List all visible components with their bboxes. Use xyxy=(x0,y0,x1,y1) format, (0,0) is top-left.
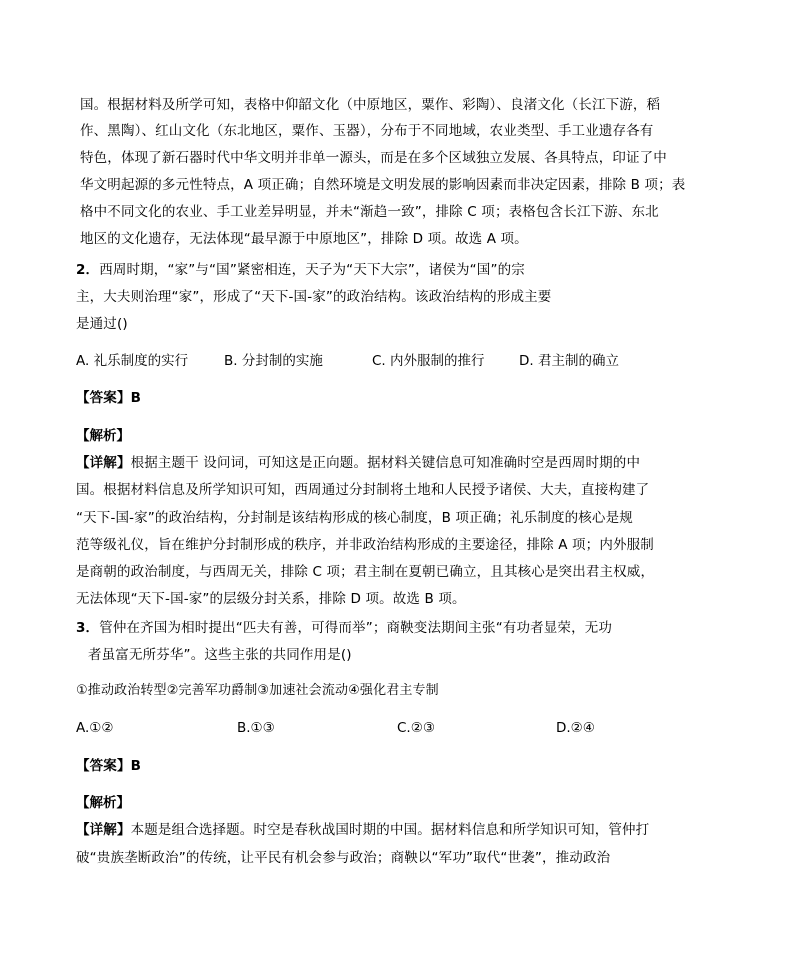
question-2-detail-line-3: “天下-国-家”的政治结构，分封制是该结构形成的核心制度，B 项正确；礼乐制度的核心是规 xyxy=(76,510,633,526)
question-3-option-d: D.②④ xyxy=(556,720,595,736)
para1-line-3: 特色，体现了新石器时代中华文明并非单一源头，而是在多个区域独立发展、各具特点，印证了中 xyxy=(80,150,667,166)
para1-line-6: 地区的文化遗存，无法体现“最早源于中原地区”，排除 D 项。故选 A 项。 xyxy=(80,231,528,247)
question-2-detail-label: 【详解】 xyxy=(76,455,131,471)
question-3-detail-text-1: 本题是组合选择题。时空是春秋战国时期的中国。据材料信息和所学知识可知，管仲打 xyxy=(130,822,650,838)
question-2-stem-line-2: 主，大夫则治理“家”，形成了“天下-国-家”的政治结构。该政治结构的形成主要 xyxy=(76,289,552,305)
question-3-stem-line-2: 者虽富无所芬华”。这些主张的共同作用是() xyxy=(88,647,352,663)
para1-line-2: 作、黑陶）、红山文化（东北地区，粟作、玉器），分布于不同地域，农业类型、手工业遗存各有 xyxy=(80,123,654,139)
question-3-answer xyxy=(76,757,141,775)
question-3-text-1: 管仲在齐国为相时提出“匹夫有善，可得而举”；商鞅变法期间主张“有功者显荣，无功 xyxy=(99,620,613,636)
question-2-text-1: 西周时期，“家”与“国”紧密相连，天子为“天下大宗”，诸侯为“国”的宗 xyxy=(99,262,525,278)
question-3-option-b: B.①③ xyxy=(237,720,275,736)
para1-line-5: 格中不同文化的农业、手工业差异明显，并未“渐趋一致”，排除 C 项；表格包含长江下游、东北 xyxy=(80,204,659,220)
question-2-stem-line-1 xyxy=(76,261,525,279)
question-3-items: ①推动政治转型②完善军功爵制③加速社会流动④强化君主专制 xyxy=(76,683,439,698)
question-3-stem-line-1 xyxy=(76,619,612,637)
question-2-answer-value: B xyxy=(130,390,142,406)
question-3-detail-label: 【详解】 xyxy=(76,822,131,838)
para1-line-4: 华文明起源的多元性特点，A 项正确；自然环境是文明发展的影响因素而非决定因素，排除 B 项；表 xyxy=(80,177,686,193)
question-2-answer xyxy=(76,389,141,407)
question-2-option-b: B. 分封制的实施 xyxy=(224,353,323,369)
question-2-answer-label: 【答案】 xyxy=(76,390,131,406)
question-2-stem-line-3: 是通过() xyxy=(76,316,128,332)
question-2-detail-line-5: 是商朝的政治制度，与西周无关，排除 C 项；君主制在夏朝已确立，且其核心是突出君主权威， xyxy=(76,564,655,580)
question-2-analysis-label: 【解析】 xyxy=(76,428,130,444)
question-3-detail-line-1 xyxy=(76,821,649,839)
question-3-answer-label: 【答案】 xyxy=(76,758,131,774)
question-3-option-c: C.②③ xyxy=(397,720,435,736)
question-2-option-a: A. 礼乐制度的实行 xyxy=(76,353,189,369)
question-2-detail-text-1: 根据主题干 设问词，可知这是正向题。据材料关键信息可知准确时空是西周时期的中 xyxy=(130,455,641,471)
question-3-detail-line-2: 破“贵族垄断政治”的传统，让平民有机会参与政治；商鞅以“军功”取代“世袭”，推动政治 xyxy=(76,850,611,866)
question-2-detail-line-4: 范等级礼仪，旨在维护分封制形成的秩序，并非政治结构形成的主要途径，排除 A 项；内外服制 xyxy=(76,537,654,553)
question-3-analysis-label: 【解析】 xyxy=(76,795,130,811)
question-3-number: 3． xyxy=(76,620,100,636)
question-3-option-a: A.①② xyxy=(76,720,114,736)
question-2-detail-line-2: 国。根据材料信息及所学知识可知，西周通过分封制将土地和人民授予诸侯、大夫，直接构建了 xyxy=(76,482,650,498)
question-3-answer-value: B xyxy=(130,758,142,774)
question-2-option-c: C. 内外服制的推行 xyxy=(372,353,485,369)
question-2-number: 2． xyxy=(76,262,100,278)
question-2-option-d: D. 君主制的确立 xyxy=(519,353,619,369)
question-2-detail-line-1 xyxy=(76,454,640,472)
para1-line-1: 国。根据材料及所学可知，表格中仰韶文化（中原地区，粟作、彩陶）、良渚文化（长江下游，稻 xyxy=(80,97,661,113)
question-2-detail-line-6: 无法体现“天下-国-家”的层级分封关系，排除 D 项。故选 B 项。 xyxy=(76,591,466,607)
